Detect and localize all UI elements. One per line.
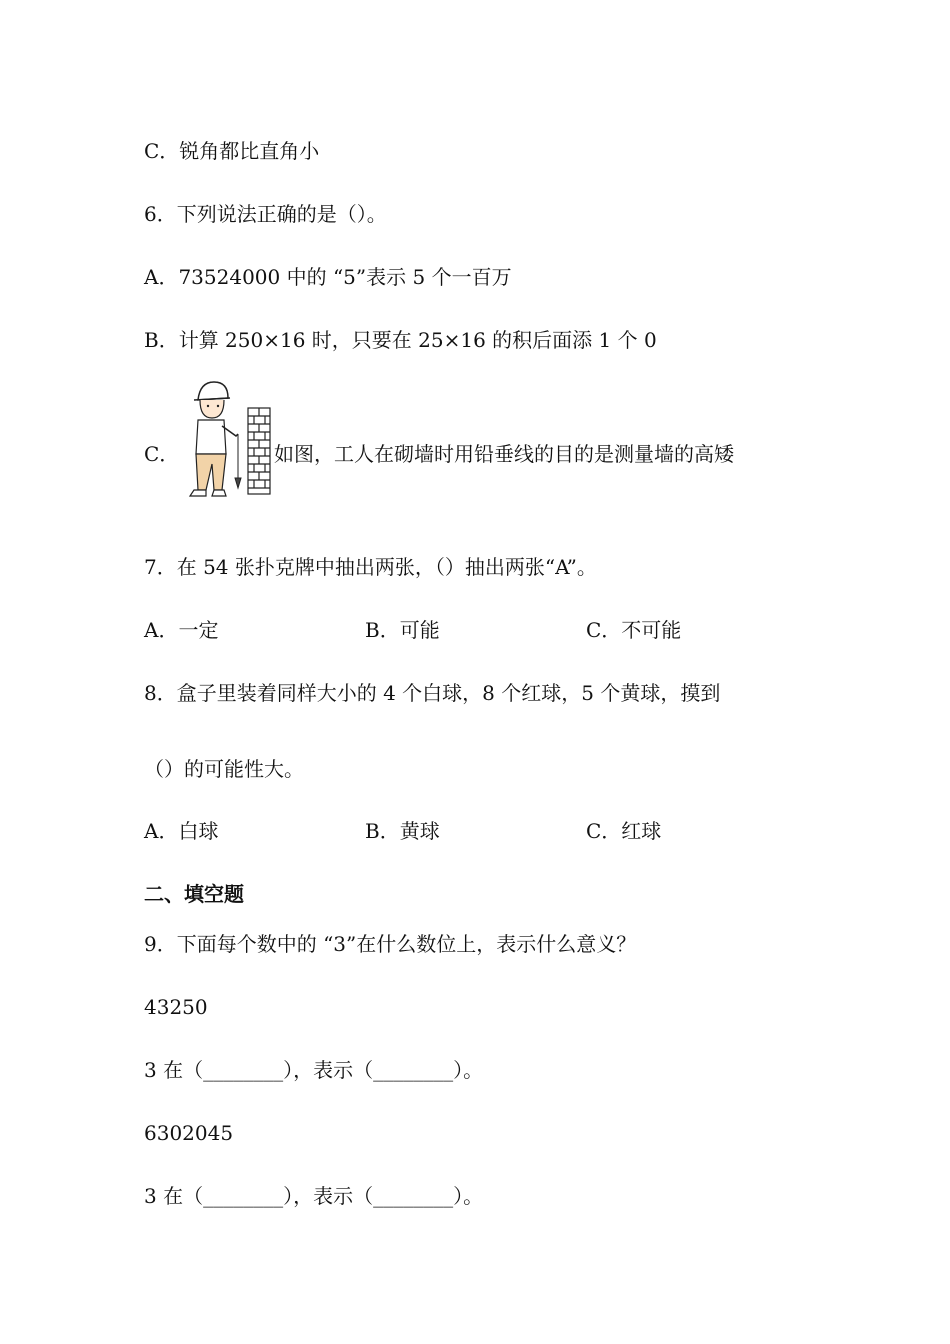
q6-stem: 6．下列说法正确的是（）。	[144, 202, 387, 226]
q5-option-c: C．锐角都比直角小	[144, 139, 320, 163]
q6-option-b: B．计算 250×16 时，只要在 25×16 的积后面添 1 个 0	[144, 328, 657, 352]
q7-option-a: A．一定	[144, 618, 219, 642]
q8-stem-line2: （）的可能性大。	[144, 757, 304, 781]
q7-option-b: B．可能	[365, 618, 440, 642]
q7-stem: 7．在 54 张扑克牌中抽出两张，（）抽出两张“A”。	[144, 555, 597, 579]
q8-option-a: A．白球	[144, 819, 219, 843]
q6-option-c-text: 如图，工人在砌墙时用铅垂线的目的是测量墙的高矮	[274, 442, 734, 466]
q8-option-c: C．红球	[586, 819, 662, 843]
q9-blank-line-1: 3 在（________），表示（________）。	[144, 1058, 484, 1082]
section-heading-fill-in: 二、填空题	[144, 882, 244, 906]
worker-plumb-line-illustration	[176, 378, 272, 500]
q9-blank-line-2: 3 在（________），表示（________）。	[144, 1184, 484, 1208]
q9-number-1: 43250	[144, 995, 208, 1019]
q6-option-a: A．73524000 中的 “5”表示 5 个一百万	[144, 265, 512, 289]
q9-number-2: 6302045	[144, 1121, 234, 1145]
q7-option-c: C．不可能	[586, 618, 682, 642]
q6-option-c-label: C．	[144, 442, 180, 466]
q9-stem: 9．下面每个数中的 “3”在什么数位上，表示什么意义？	[144, 932, 637, 956]
q8-option-b: B．黄球	[365, 819, 440, 843]
q8-stem-line1: 8．盒子里装着同样大小的 4 个白球，8 个红球，5 个黄球，摸到	[144, 681, 721, 705]
